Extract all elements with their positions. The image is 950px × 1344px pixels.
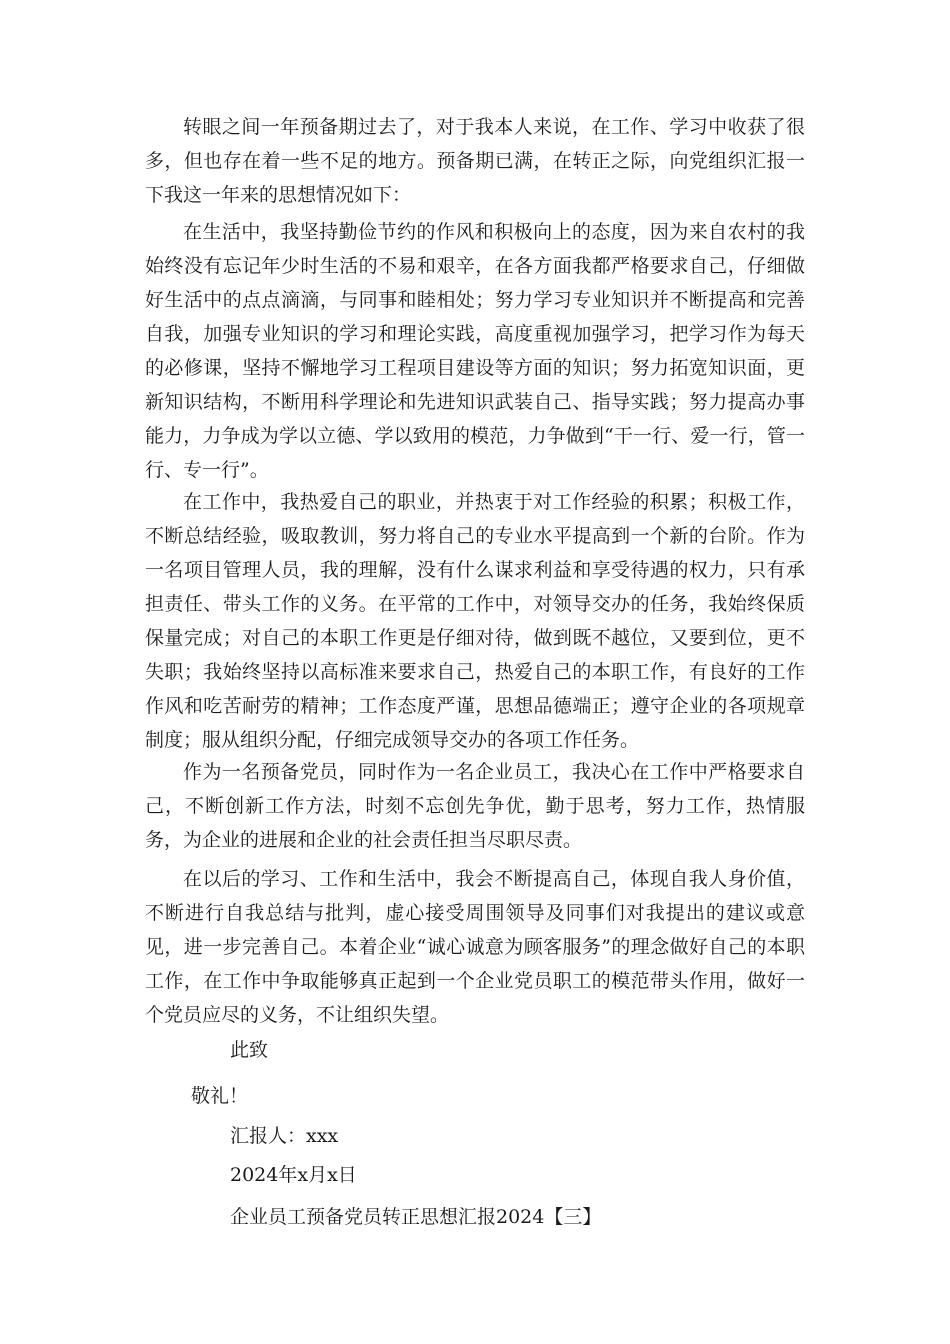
next-section-title: 企业员工预备党员转正思想汇报2024【三】	[230, 1206, 602, 1228]
closing-salutation: 此致	[230, 1039, 269, 1061]
report-date: 2024年x月x日	[230, 1164, 357, 1186]
paragraph-intro: 转眼之间一年预备期过去了，对于我本人来说，在工作、学习中收获了很多，但也存在着一些不足的地方。预备期已满，在转正之际，向党组织汇报一下我这一年来的思想情况如下：	[145, 116, 805, 206]
reporter-signature: 汇报人：xxx	[230, 1125, 339, 1147]
paragraph-life: 在生活中，我坚持勤俭节约的作风和积极向上的态度，因为来自农村的我始终没有忘记年少时生活的不易和艰辛，在各方面我都严格要求自己，仔细做好生活中的点点滴滴，与同事和睦相处；努力学习专业知识并不断提高和完善自我，加强专业知识的学习和理论实践，高度重视加强学习，把学习作为每天的必修课，坚持不懈地学习工程项目建设等方面的知识；努力拓宽知识面，更新知识结构，不断用科学理论和先进知识武装自己、指导实践；努力提高办事能力，力争成为学以立德、学以致用的模范，力争做到“干一行、爱一行，管一行、专一行”。	[145, 221, 805, 481]
paragraph-resolve: 作为一名预备党员，同时作为一名企业员工，我决心在工作中严格要求自己，不断创新工作方法，时刻不忘创先争优，勤于思考，努力工作，热情服务，为企业的进展和企业的社会责任担当尽职尽责。	[145, 761, 805, 851]
paragraph-future: 在以后的学习、工作和生活中，我会不断提高自己，体现自我人身价值，不断进行自我总结与批判，虚心接受周围领导及同事们对我提出的建议或意见，进一步完善自己。本着企业“诚心诚意为顾客服务”的理念做好自己的本职工作，在工作中争取能够真正起到一个企业党员职工的模范带头作用，做好一个党员应尽的义务，不让组织失望。	[145, 868, 805, 1026]
closing-regards: 敬礼！	[191, 1085, 249, 1107]
paragraph-work: 在工作中，我热爱自己的职业，并热衷于对工作经验的积累；积极工作，不断总结经验，吸取教训，努力将自己的专业水平提高到一个新的台阶。作为一名项目管理人员，我的理解，没有什么谋求利益和享受待遇的权力，只有承担责任、带头工作的义务。在平常的工作中，对领导交办的任务，我始终保质保量完成；对自己的本职工作更是仔细对待，做到既不越位，又要到位，更不失职；我始终坚持以高标准来要求自己，热爱自己的本职工作，有良好的工作作风和吃苦耐劳的精神；工作态度严谨，思想品德端正；遵守企业的各项规章制度；服从组织分配，仔细完成领导交办的各项工作任务。	[145, 491, 805, 751]
